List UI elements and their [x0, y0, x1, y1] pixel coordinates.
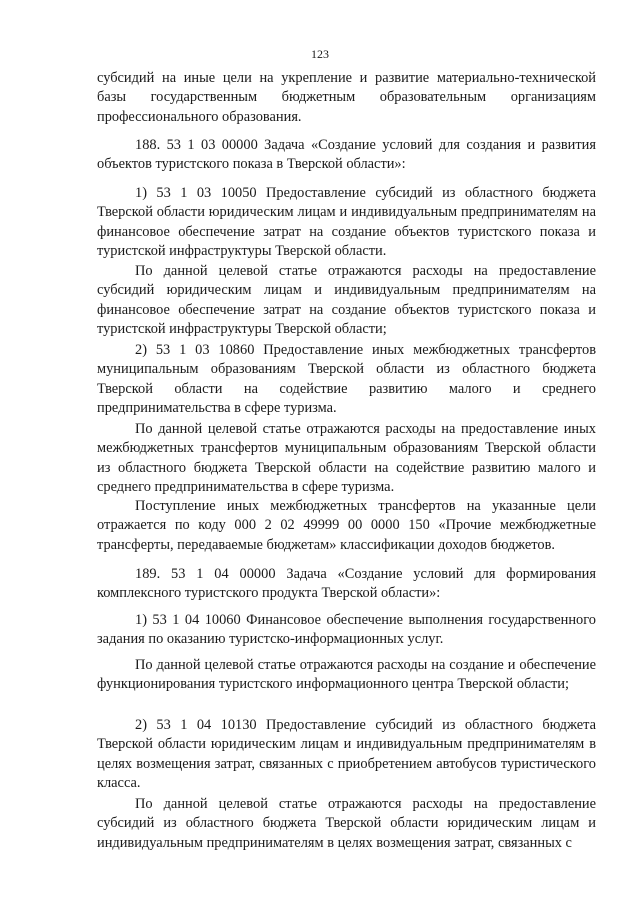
paragraph-task-188: 188. 53 1 03 00000 Задача «Создание условий для создания и развития объектов туристского показа в Тверской области»:	[97, 137, 596, 173]
paragraph-item-10130: 2) 53 1 04 10130 Предоставление субсидий из областного бюджета Тверской области юридическим лицам и индивидуальным предпринимателям в целях возмещения затрат, связанных с приобретением автобусов туристического класса.	[97, 717, 596, 791]
paragraph-receipts: Поступление иных межбюджетных трансфертов на указанные цели отражается по коду 000 2 02 49999 00 0000 150 «Прочие межбюджетные трансферты, передаваемые бюджетам» классификации доходов бюджетов.	[97, 498, 596, 553]
paragraph-explanation-10130: По данной целевой статье отражаются расходы на предоставление субсидий из областного бюджета Тверской области юридическим лицам и индивидуальным предпринимателям в целях возмещения затрат, связанных с	[97, 796, 596, 851]
paragraph-item-10060: 1) 53 1 04 10060 Финансовое обеспечение выполнения государственного задания по оказанию туристско-информационных услуг.	[97, 612, 596, 648]
paragraph-task-189: 189. 53 1 04 00000 Задача «Создание условий для формирования комплексного туристского продукта Тверской области»:	[97, 566, 596, 602]
page-number: 123	[311, 47, 329, 61]
paragraph-explanation-10060: По данной целевой статье отражаются расходы на создание и обеспечение функционирования туристского информационного центра Тверской области;	[97, 657, 596, 693]
paragraph-explanation-10050: По данной целевой статье отражаются расходы на предоставление субсидий юридическим лицам и индивидуальным предпринимателям на финансовое обеспечение затрат на создание объектов туристского показа и туристской инфраструктуры Тверской области;	[97, 263, 596, 337]
paragraph-explanation-10860: По данной целевой статье отражаются расходы на предоставление иных межбюджетных трансфертов муниципальным образованиям Тверской области из областного бюджета Тверской области на содействие развитию малого и среднего предпринимательства в сфере туризма.	[97, 421, 596, 495]
paragraph-continuation: субсидий на иные цели на укрепление и развитие материально-технической базы государственным бюджетным образовательным организациям профессионального образования.	[97, 70, 596, 125]
paragraph-item-10050: 1) 53 1 03 10050 Предоставление субсидий из областного бюджета Тверской области юридическим лицам и индивидуальным предпринимателям на финансовое обеспечение затрат на создание объектов туристского показа и туристской инфраструктуры Тверской области.	[97, 185, 596, 259]
paragraph-item-10860: 2) 53 1 03 10860 Предоставление иных межбюджетных трансфертов муниципальным образованиям Тверской области из областного бюджета Тверской области на содействие развитию малого и среднего предпринимательства в сфере туризма.	[97, 342, 596, 416]
